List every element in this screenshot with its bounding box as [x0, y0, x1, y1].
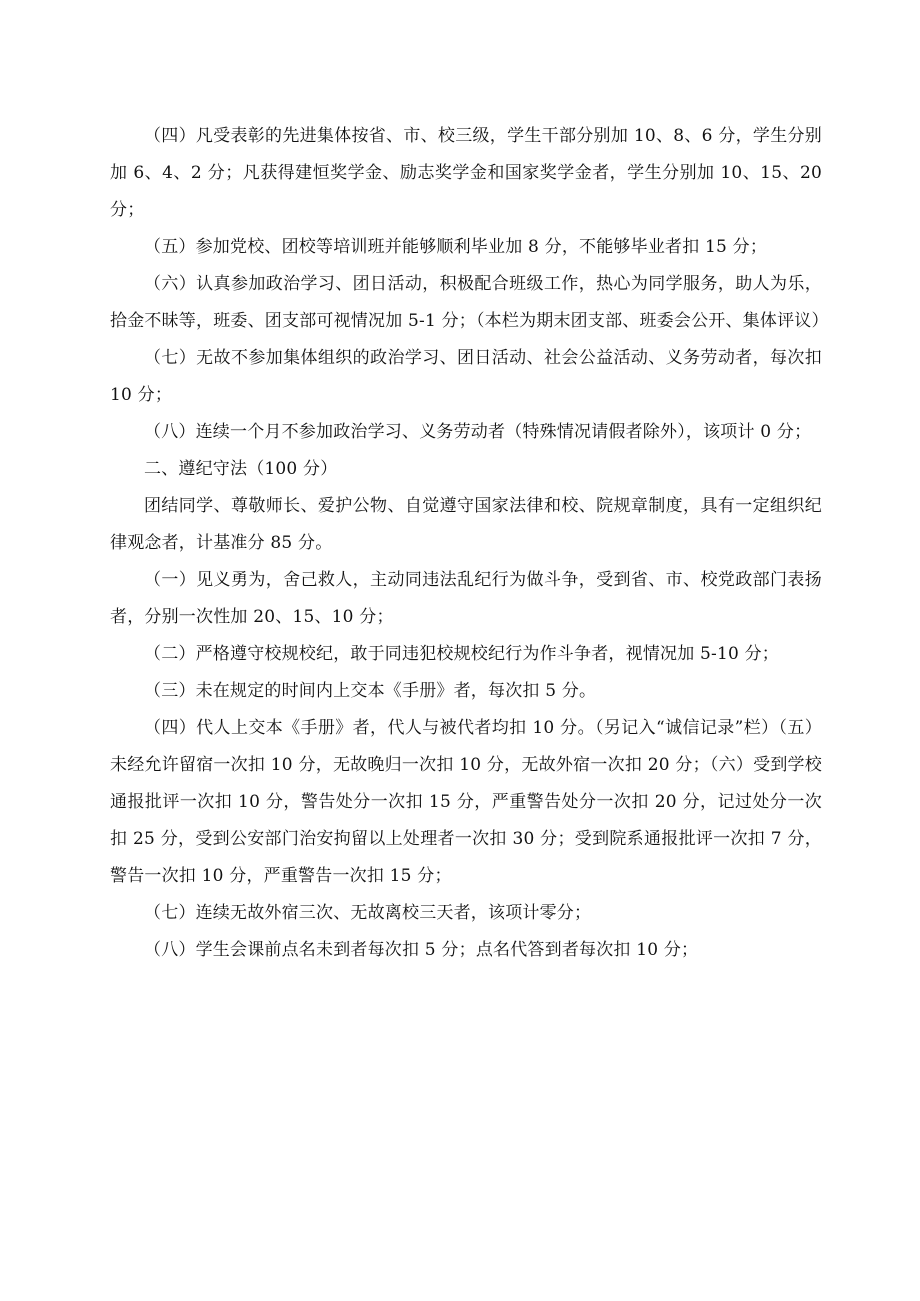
paragraph-roll-call: （八）学生会课前点名未到者每次扣 5 分；点名代答到者每次扣 10 分；	[144, 940, 699, 960]
paragraph-political-study: （六）认真参加政治学习、团日活动，积极配合班级工作，热心为同学服务，助人为乐，拾金不昧等，班委、团支部可视情况加 5-1 分；（本栏为期末团支部、班委会公开、集体评议）	[110, 274, 829, 331]
paragraph-strict-rules: （二）严格遵守校规校纪，敢于同违犯校规校纪行为作斗争者，视情况加 5-10 分；	[144, 644, 779, 664]
paragraph-discipline-intro: 团结同学、尊敬师长、爱护公物、自觉遵守国家法律和校、院规章制度，具有一定组织纪律观念者，计基准分 85 分。	[110, 496, 822, 553]
paragraph-consecutive-absence: （七）连续无故外宿三次、无故离校三天者，该项计零分；	[144, 903, 592, 923]
paragraph-party-school: （五）参加党校、团校等培训班并能够顺利毕业加 8 分，不能够毕业者扣 15 分；	[144, 237, 768, 257]
paragraph-bravery: （一）见义勇为，舍己救人，主动同违法乱纪行为做斗争，受到省、市、校党政部门表扬者，分别一次性加 20、15、10 分；	[110, 570, 822, 627]
section-heading-discipline: 二、遵纪守法（100 分）	[144, 459, 338, 479]
paragraph-absence-penalty: （七）无故不参加集体组织的政治学习、团日活动、社会公益活动、义务劳动者，每次扣 10 分；	[110, 348, 822, 405]
paragraph-awards: （四）凡受表彰的先进集体按省、市、校三级，学生干部分别加 10、8、6 分，学生分别加 6、4、2 分；凡获得建恒奖学金、励志奖学金和国家奖学金者，学生分别加 10、15、20 分；	[110, 126, 822, 220]
paragraph-monthly-absence: （八）连续一个月不参加政治学习、义务劳动者（特殊情况请假者除外），该项计 0 分；	[144, 422, 812, 442]
paragraph-late-handbook: （三）未在规定的时间内上交本《手册》者，每次扣 5 分。	[144, 681, 597, 701]
paragraph-proxy-and-penalties: （四）代人上交本《手册》者，代人与被代者均扣 10 分。（另记入“诚信记录”栏）（五）未经允许留宿一次扣 10 分，无故晚归一次扣 10 分，无故外宿一次扣 20 分；（六）受到学校通报批评一次扣 10 分，警告处分一次扣 15 分，严重警告处分一次扣 20 分，记过处分一次扣 25 分，受到公安部门治安拘留以上处理者一次扣 30 分；受到院系通报批评一次扣 7 分，警告一次扣 10 分，严重警告一次扣 15 分；	[110, 718, 822, 886]
document-page	[110, 118, 829, 969]
